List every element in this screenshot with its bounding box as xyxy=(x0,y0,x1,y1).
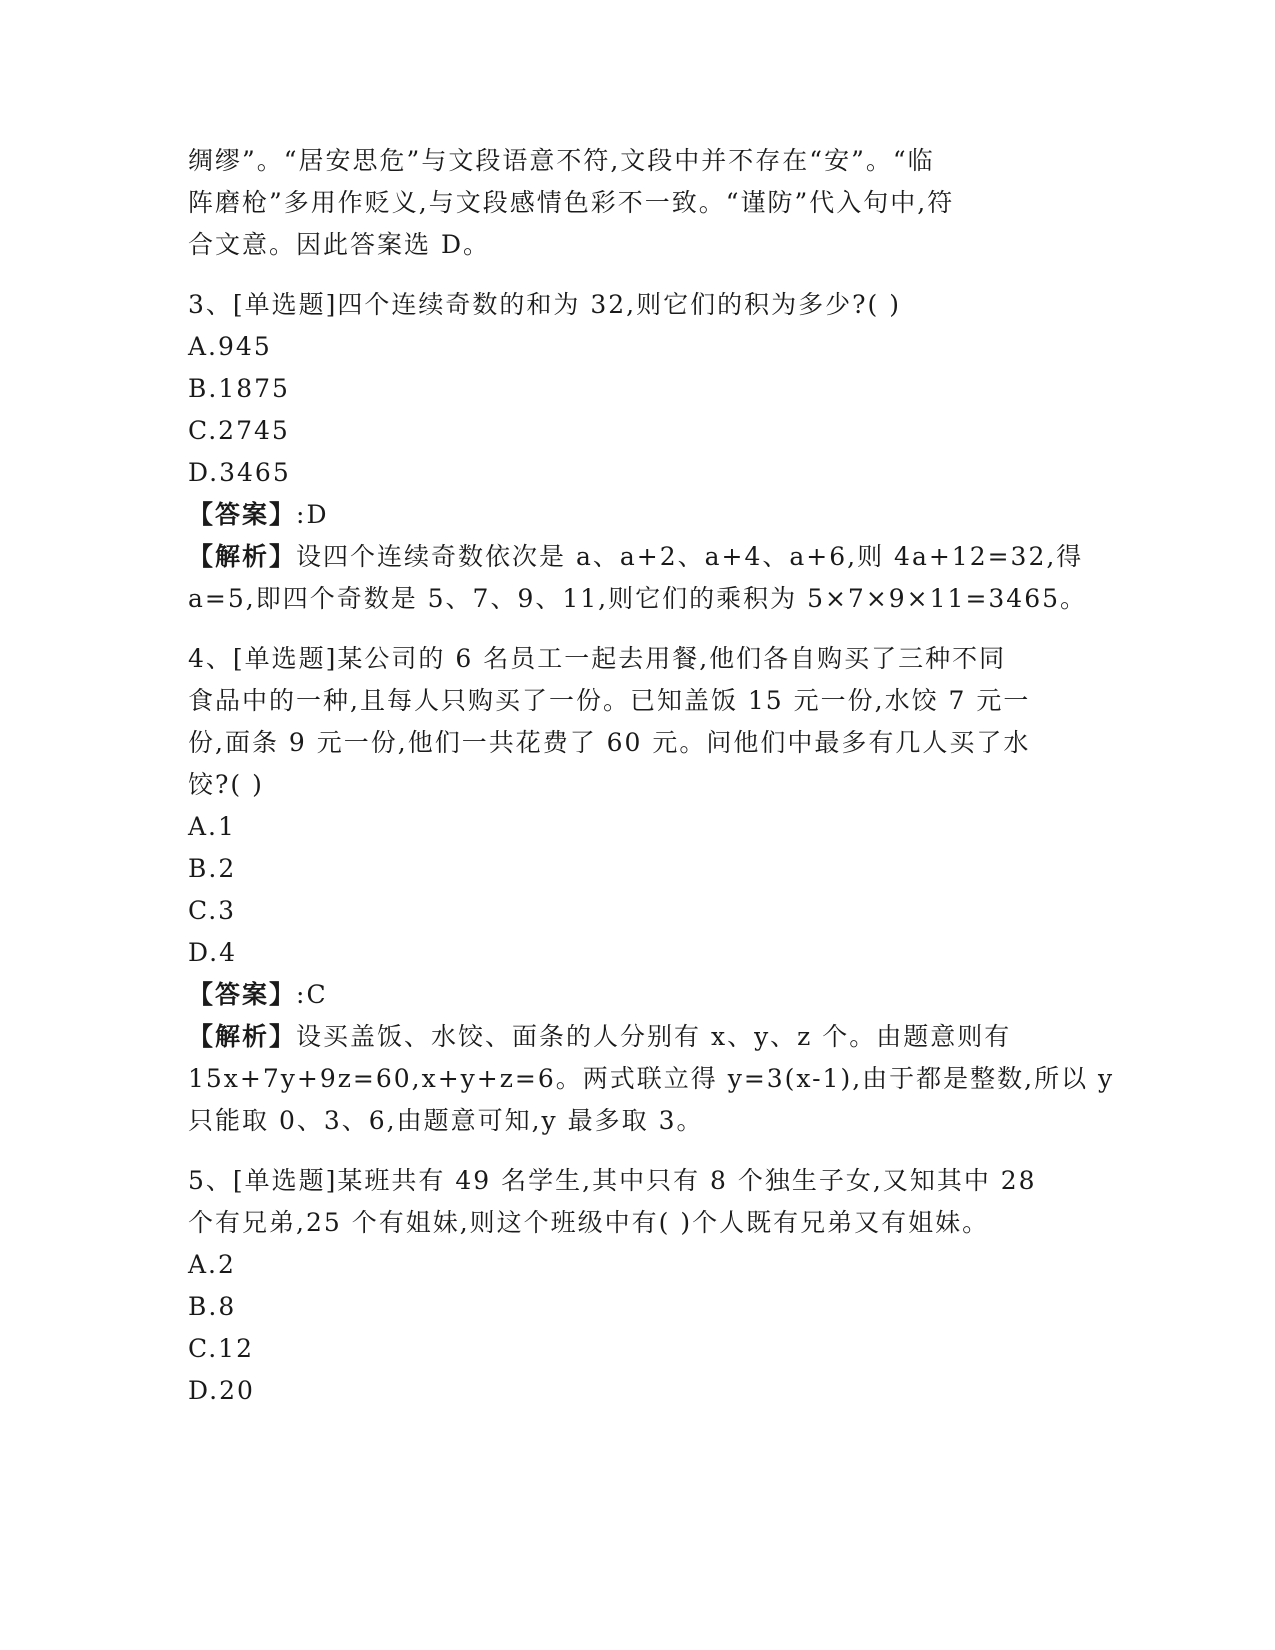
q4-analysis-line: 15x+7y+9z=60,x+y+z=6。两式联立得 y=3(x-1),由于都是整数,所以 y xyxy=(188,1064,1115,1093)
q4-analysis-line: 只能取 0、3、6,由题意可知,y 最多取 3。 xyxy=(188,1106,704,1135)
analysis-text: 设买盖饭、水饺、面条的人分别有 x、y、z 个。由题意则有 xyxy=(296,1022,1012,1051)
q5-stem-line: 5、[单选题]某班共有 49 名学生,其中只有 8 个独生子女,又知其中 28 xyxy=(188,1166,1037,1195)
analysis-label: 【解析】 xyxy=(188,1022,297,1051)
q4-stem-line: 饺?( ) xyxy=(188,770,264,799)
q4-stem-line: 4、[单选题]某公司的 6 名员工一起去用餐,他们各自购买了三种不同 xyxy=(188,644,1007,673)
analysis-text: 设四个连续奇数依次是 a、a+2、a+4、a+6,则 4a+12=32,得 xyxy=(296,542,1084,571)
q4-stem-line: 份,面条 9 元一份,他们一共花费了 60 元。问他们中最多有几人买了水 xyxy=(188,728,1031,757)
q5-stem-line: 个有兄弟,25 个有姐妹,则这个班级中有( )个人既有兄弟又有姐妹。 xyxy=(188,1208,990,1237)
q3-option-c: C.2745 xyxy=(188,416,290,445)
q5-option-c: C.12 xyxy=(188,1334,254,1363)
q4-option-c: C.3 xyxy=(188,896,237,925)
q3-option-d: D.3465 xyxy=(188,458,291,487)
q3-stem: 3、[单选题]四个连续奇数的和为 32,则它们的积为多少?( ) xyxy=(188,290,901,319)
q3-analysis-line: a=5,即四个奇数是 5、7、9、11,则它们的乘积为 5×7×9×11=3465。 xyxy=(188,584,1088,613)
intro-line: 合文意。因此答案选 D。 xyxy=(188,230,490,259)
q5-option-d: D.20 xyxy=(188,1376,255,1405)
q4-option-a: A.1 xyxy=(188,812,236,841)
answer-value: :D xyxy=(296,500,329,529)
answer-value: :C xyxy=(296,980,328,1009)
q4-answer xyxy=(188,980,328,1010)
q4-option-b: B.2 xyxy=(188,854,237,883)
q4-stem-line: 食品中的一种,且每人只购买了一份。已知盖饭 15 元一份,水饺 7 元一 xyxy=(188,686,1031,715)
analysis-label: 【解析】 xyxy=(188,542,297,571)
q3-answer xyxy=(188,500,328,530)
q4-option-d: D.4 xyxy=(188,938,238,967)
answer-label: 【答案】 xyxy=(188,500,297,529)
intro-line: 绸缪”。“居安思危”与文段语意不符,文段中并不存在“安”。“临 xyxy=(188,146,935,175)
q3-option-a: A.945 xyxy=(188,332,272,361)
q5-option-a: A.2 xyxy=(188,1250,236,1279)
intro-line: 阵磨枪”多用作贬义,与文段感情色彩不一致。“谨防”代入句中,符 xyxy=(188,188,955,217)
q3-analysis xyxy=(188,542,1083,572)
q4-analysis xyxy=(188,1022,1011,1052)
q3-option-b: B.1875 xyxy=(188,374,290,403)
answer-label: 【答案】 xyxy=(188,980,297,1009)
q5-option-b: B.8 xyxy=(188,1292,237,1321)
